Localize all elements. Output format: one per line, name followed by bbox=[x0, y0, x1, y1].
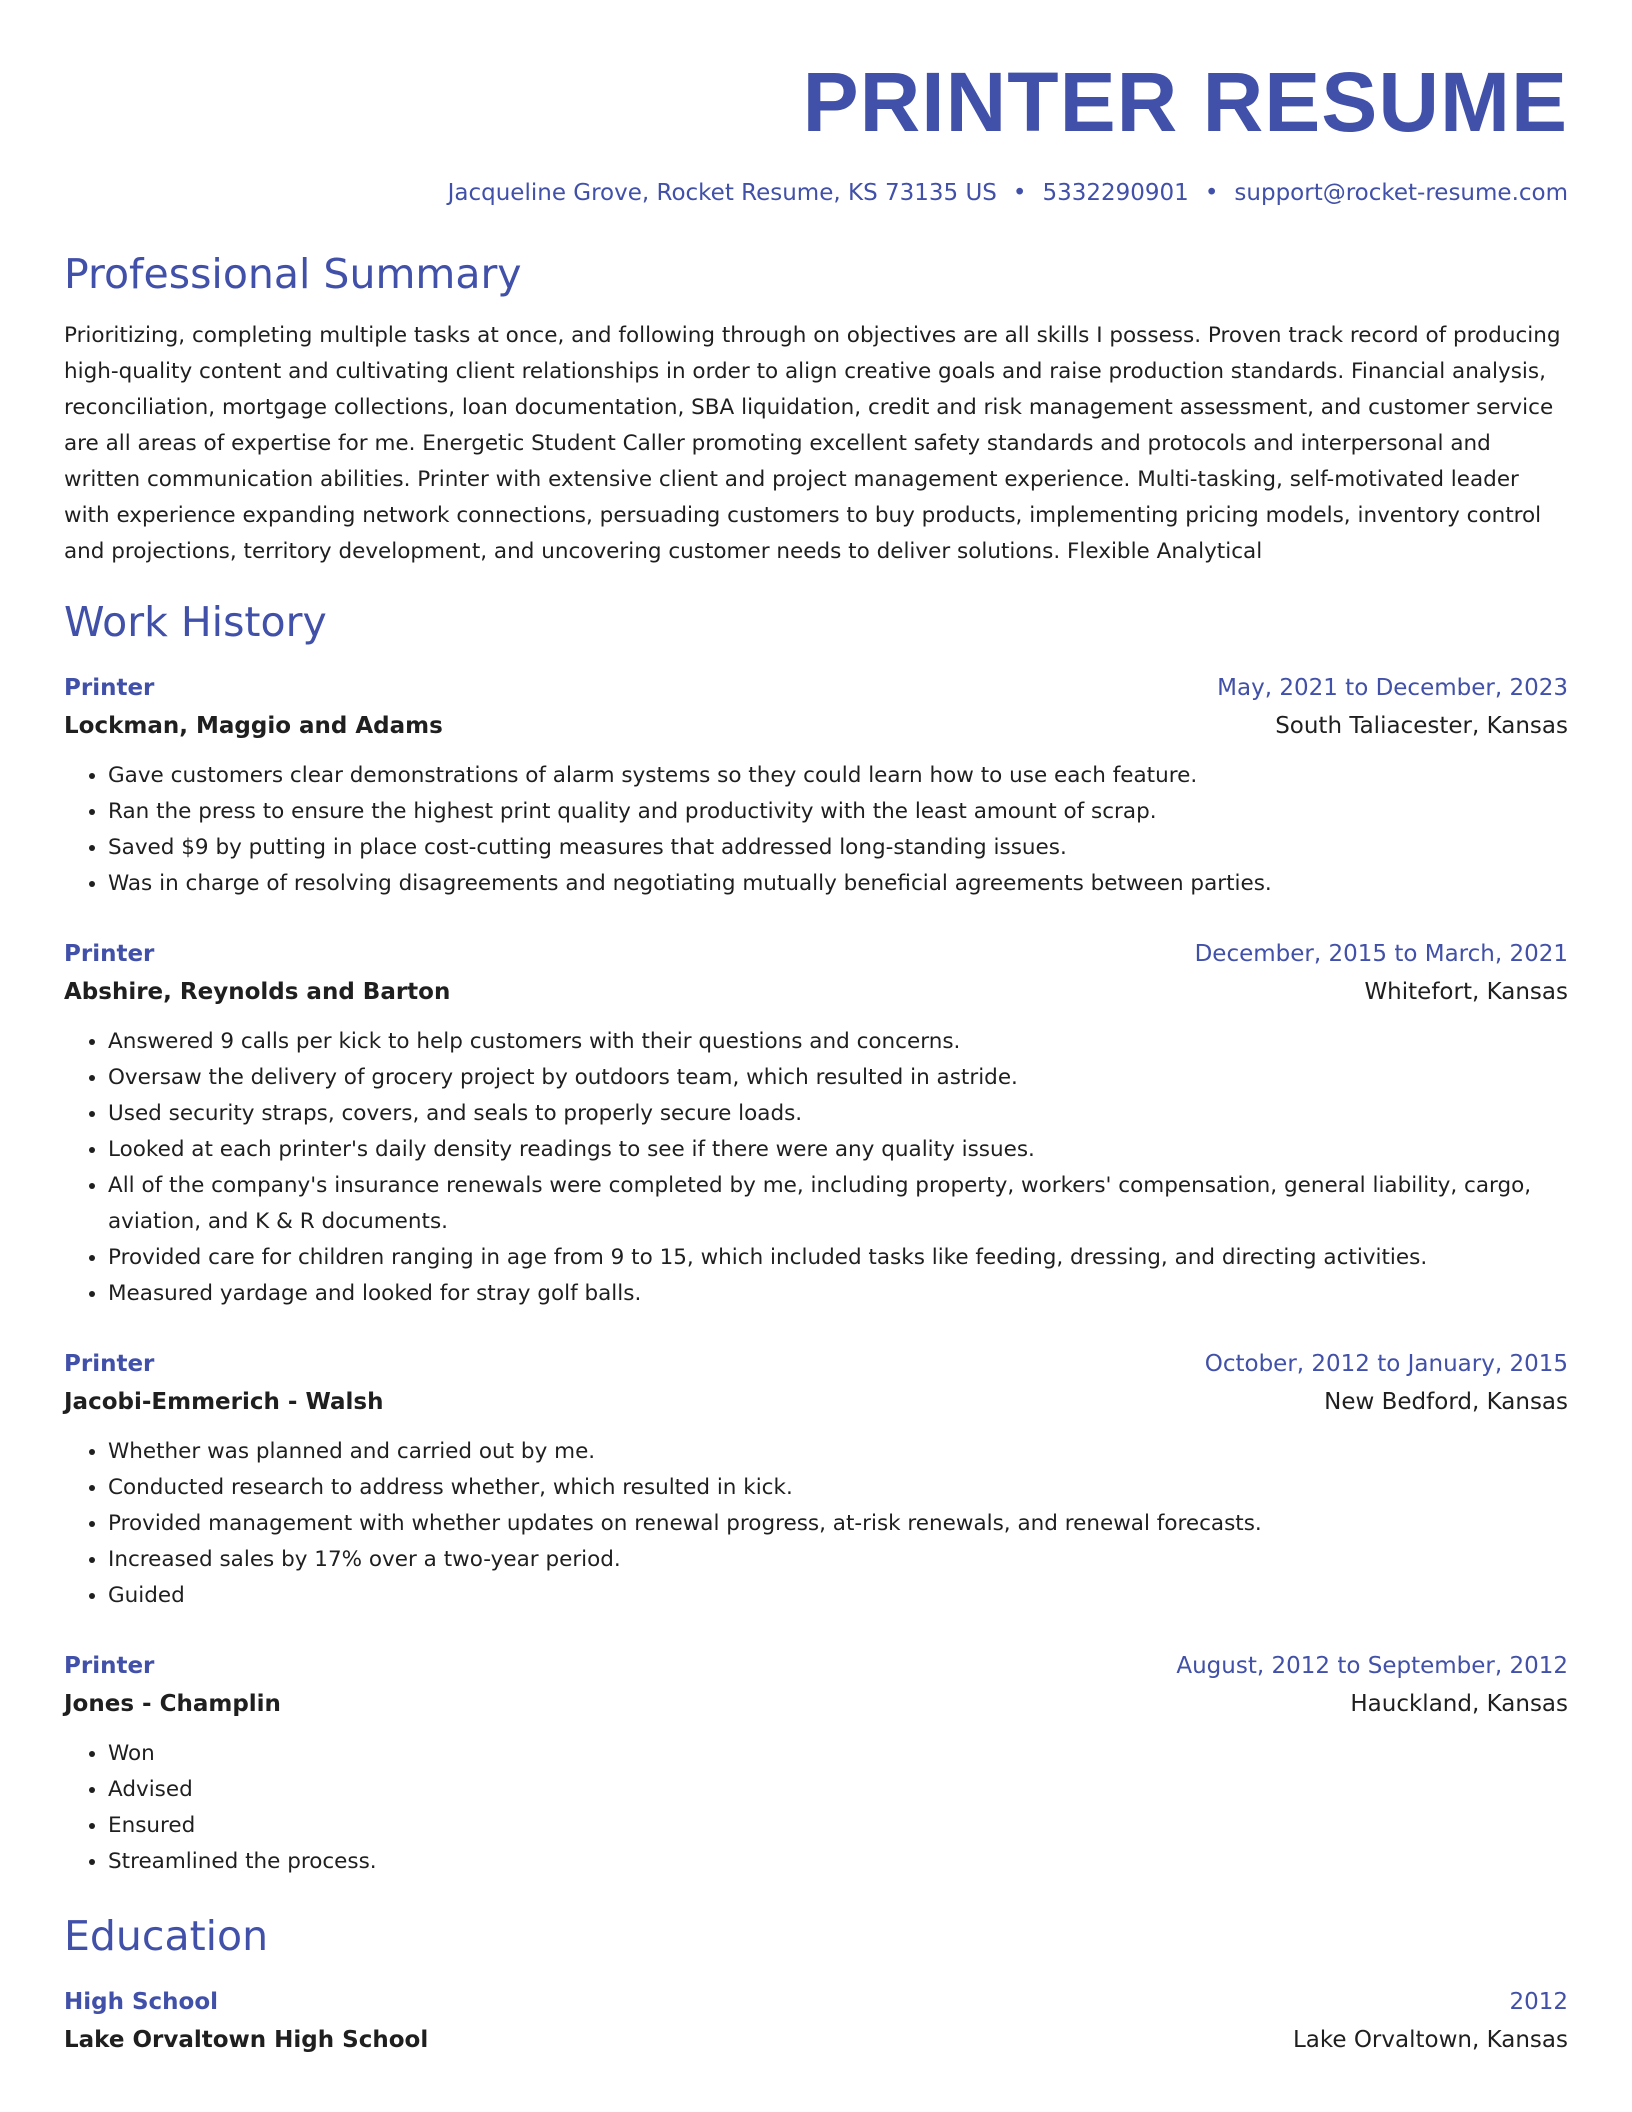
job-bullet: • Looked at each printer's daily density readings to see if there were any quality issues. bbox=[108, 1132, 1568, 1168]
job-bullet: • Provided management with whether updates on renewal progress, at-risk renewals, and renewal forecasts. bbox=[108, 1506, 1568, 1542]
job-bullet-list bbox=[64, 758, 1568, 902]
education-location: Lake Orvaltown, Kansas bbox=[1292, 2027, 1568, 2053]
resume-page bbox=[64, 0, 1568, 2060]
job-bullet: • Streamlined the process. bbox=[108, 1844, 1568, 1880]
job-bullet-list bbox=[64, 1024, 1568, 1312]
education-entry bbox=[64, 1984, 1568, 2060]
job-bullet: • All of the company's insurance renewals were completed by me, including property, workers' compensation, general liability, cargo, aviation, and K & R documents. bbox=[108, 1168, 1568, 1240]
job-company-row bbox=[64, 706, 1568, 746]
job-bullet: • Measured yardage and looked for stray golf balls. bbox=[108, 1276, 1568, 1312]
job-bullet: • Whether was planned and carried out by me. bbox=[108, 1434, 1568, 1470]
education-degree: High School bbox=[64, 1989, 219, 2015]
job-title-row bbox=[64, 1346, 1568, 1382]
education-year: 2012 bbox=[1509, 1989, 1568, 2015]
job-company: Lockman, Maggio and Adams bbox=[64, 713, 443, 739]
job-bullet: • Oversaw the delivery of grocery project by outdoors team, which resulted in astride. bbox=[108, 1060, 1568, 1096]
job-entry bbox=[64, 1346, 1568, 1614]
job-location: Whitefort, Kansas bbox=[1364, 979, 1568, 1005]
job-role: Printer bbox=[64, 675, 155, 701]
job-entry bbox=[64, 670, 1568, 902]
job-title-row bbox=[64, 936, 1568, 972]
contact-separator: • bbox=[1204, 180, 1219, 206]
job-bullet: • Won bbox=[108, 1736, 1568, 1772]
job-bullet: • Guided bbox=[108, 1578, 1568, 1614]
education-school: Lake Orvaltown High School bbox=[64, 2027, 429, 2053]
job-role: Printer bbox=[64, 1351, 155, 1377]
job-bullet: • Gave customers clear demonstrations of alarm systems so they could learn how to use each feature. bbox=[108, 758, 1568, 794]
work-history-section-title: Work History bbox=[64, 598, 327, 646]
job-dates: October, 2012 to January, 2015 bbox=[1204, 1351, 1568, 1377]
job-bullet: • Answered 9 calls per kick to help customers with their questions and concerns. bbox=[108, 1024, 1568, 1060]
summary-section-title: Professional Summary bbox=[64, 250, 522, 298]
job-company-row bbox=[64, 1382, 1568, 1422]
job-bullet: • Ran the press to ensure the highest print quality and productivity with the least amount of scrap. bbox=[108, 794, 1568, 830]
job-location: New Bedford, Kansas bbox=[1324, 1389, 1568, 1415]
job-title-row bbox=[64, 670, 1568, 706]
job-bullet: • Used security straps, covers, and seals to properly secure loads. bbox=[108, 1096, 1568, 1132]
job-company: Jones - Champlin bbox=[64, 1691, 281, 1717]
job-bullet: • Was in charge of resolving disagreements and negotiating mutually beneficial agreements between parties. bbox=[108, 866, 1568, 902]
job-company: Jacobi-Emmerich - Walsh bbox=[64, 1389, 384, 1415]
job-title-row bbox=[64, 1648, 1568, 1684]
job-role: Printer bbox=[64, 941, 155, 967]
job-company-row bbox=[64, 972, 1568, 1012]
job-location: Hauckland, Kansas bbox=[1350, 1691, 1568, 1717]
job-bullet: • Ensured bbox=[108, 1808, 1568, 1844]
job-bullet: • Conducted research to address whether, which resulted in kick. bbox=[108, 1470, 1568, 1506]
job-dates: May, 2021 to December, 2023 bbox=[1217, 675, 1568, 701]
job-role: Printer bbox=[64, 1653, 155, 1679]
education-school-row bbox=[64, 2020, 1568, 2060]
job-dates: December, 2015 to March, 2021 bbox=[1194, 941, 1568, 967]
job-bullet: • Provided care for children ranging in age from 9 to 15, which included tasks like feeding, dressing, and directing activities. bbox=[108, 1240, 1568, 1276]
job-company-row bbox=[64, 1684, 1568, 1724]
contact-separator: • bbox=[1012, 180, 1027, 206]
job-dates: August, 2012 to September, 2012 bbox=[1176, 1653, 1568, 1679]
resume-header bbox=[64, 0, 1568, 210]
summary-text: Prioritizing, completing multiple tasks at once, and following through on objectives are all skills I possess. Proven track record of producing high-quality content and cultivating client relationships in order to align creative goals and raise production standards. Financial analysis, reconciliation, mortgage collections, loan documentation, SBA liquidation, credit and risk management assessment, and customer service are all areas of expertise for me. Energetic Student Caller promoting excellent safety standards and protocols and interpersonal and written communication abilities. Printer with extensive client and project management experience. Multi-tasking, self-motivated leader with experience expanding network connections, persuading customers to buy products, implementing pricing models, inventory control and projections, territory development, and uncovering customer needs to deliver solutions. Flexible Analytical bbox=[64, 323, 1561, 564]
contact-email: support@rocket-resume.com bbox=[1234, 180, 1568, 206]
education-section-title: Education bbox=[64, 1912, 269, 1960]
contact-line bbox=[64, 176, 1568, 210]
job-company: Abshire, Reynolds and Barton bbox=[64, 979, 451, 1005]
contact-address: Jacqueline Grove, Rocket Resume, KS 73135 US bbox=[447, 180, 997, 206]
job-entry bbox=[64, 936, 1568, 1312]
job-bullet-list bbox=[64, 1736, 1568, 1880]
job-bullet: • Advised bbox=[108, 1772, 1568, 1808]
job-bullet: • Saved $9 by putting in place cost-cutting measures that addressed long-standing issues. bbox=[108, 830, 1568, 866]
job-bullet: • Increased sales by 17% over a two-year period. bbox=[108, 1542, 1568, 1578]
job-bullet-list bbox=[64, 1434, 1568, 1614]
contact-phone: 5332290901 bbox=[1042, 180, 1189, 206]
job-entry bbox=[64, 1648, 1568, 1880]
resume-title: PRINTER RESUME bbox=[802, 55, 1568, 149]
education-header-row bbox=[64, 1984, 1568, 2020]
work-history-list bbox=[64, 670, 1568, 1880]
job-location: South Taliacester, Kansas bbox=[1275, 713, 1568, 739]
